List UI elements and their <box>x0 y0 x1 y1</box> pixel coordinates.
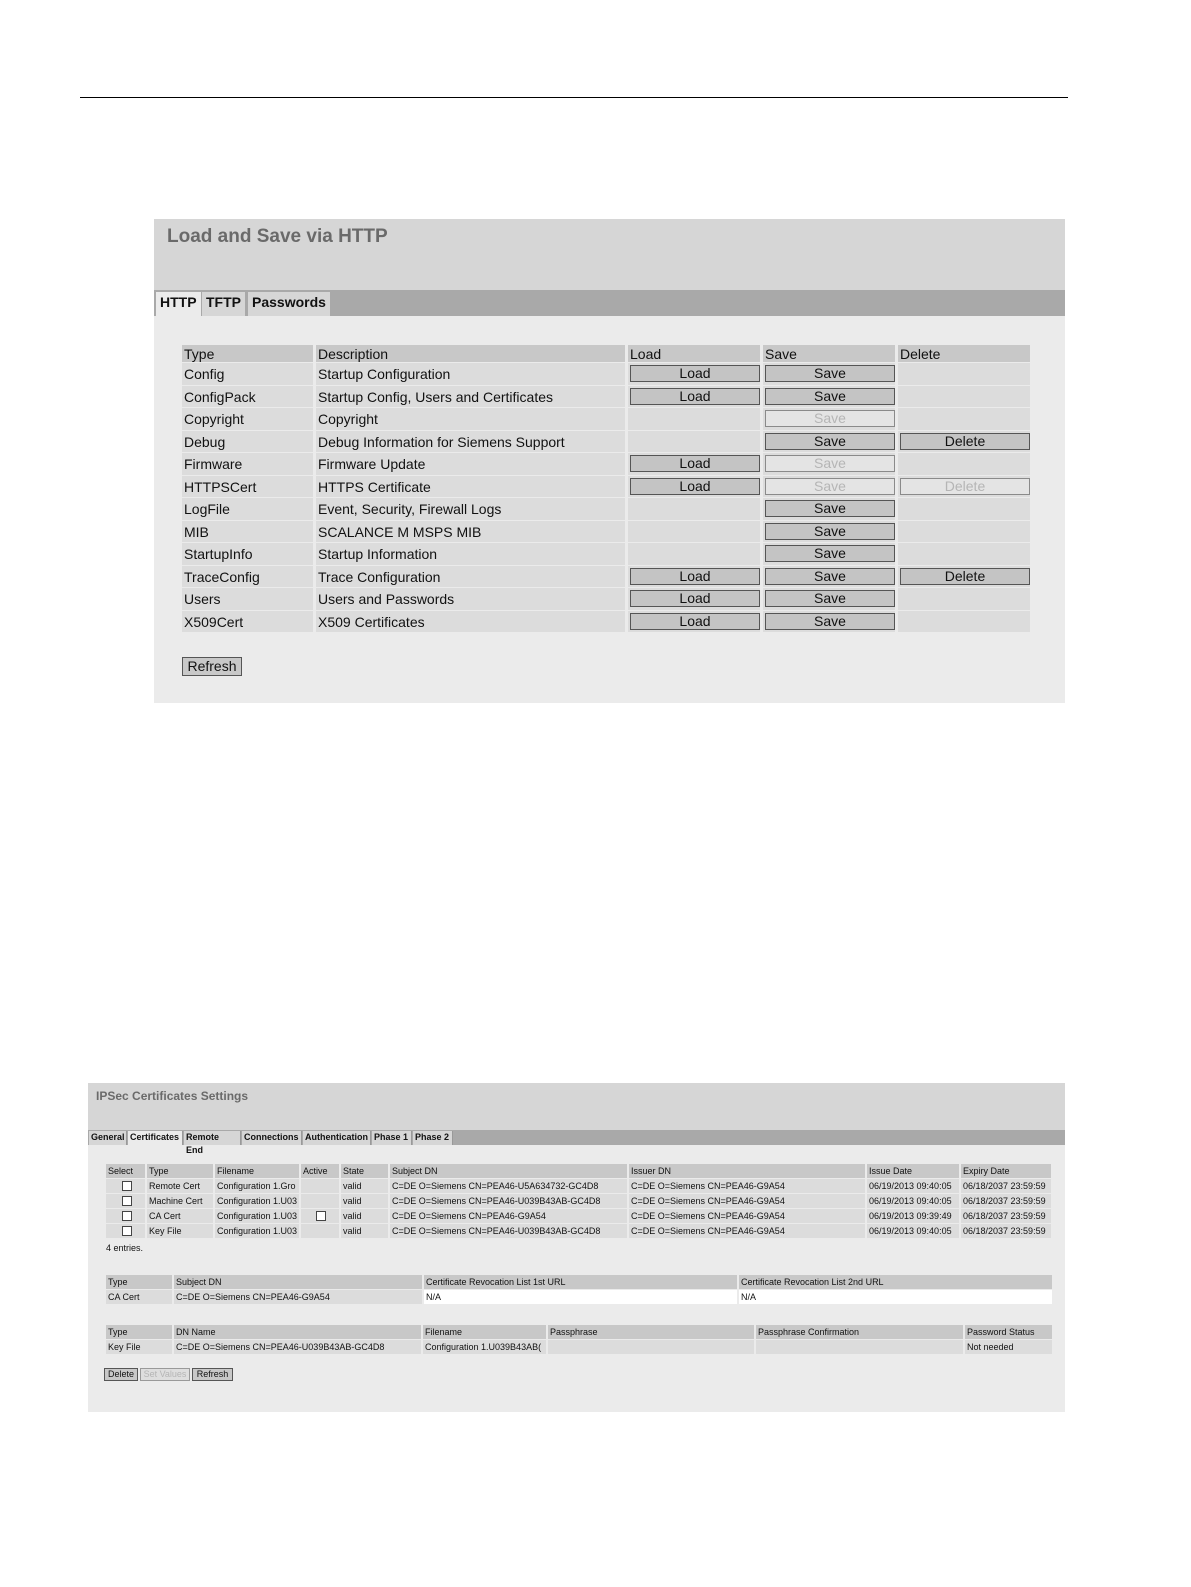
load-cell <box>628 431 763 454</box>
delete-button[interactable]: Delete <box>900 568 1030 585</box>
cell-active <box>300 1194 340 1209</box>
refresh-button[interactable]: Refresh <box>182 657 242 676</box>
save-button[interactable]: Save <box>765 500 895 517</box>
table-row <box>182 453 1033 476</box>
save-button[interactable]: Save <box>765 568 895 585</box>
col-type-header: Type <box>146 1164 214 1179</box>
tab-phase-1[interactable]: Phase 1 <box>372 1131 412 1145</box>
passphrase-confirmation-input[interactable] <box>755 1340 964 1355</box>
table-header-row <box>182 345 1033 363</box>
col-crl-2nd-url-header: Certificate Revocation List 2nd URL <box>738 1275 1053 1290</box>
tab-tftp[interactable]: TFTP <box>202 292 245 316</box>
select-cell <box>106 1224 146 1239</box>
cell-subject-dn: C=DE O=Siemens CN=PEA46-G9A54 <box>173 1290 423 1305</box>
cell-filename: Configuration 1.U03 <box>214 1194 300 1209</box>
cell-issue-date: 06/19/2013 09:39:49 <box>866 1209 960 1224</box>
delete-button[interactable]: Delete <box>900 478 1030 495</box>
description-cell: Firmware Update <box>316 453 628 476</box>
cell-state: valid <box>340 1194 389 1209</box>
delete-cell <box>898 611 1033 634</box>
cell-type: Key File <box>106 1340 173 1355</box>
cell-active <box>300 1179 340 1194</box>
save-cell <box>763 363 898 386</box>
table-row <box>106 1194 1052 1209</box>
col-issue-date-header: Issue Date <box>866 1164 960 1179</box>
load-cell <box>628 453 763 476</box>
delete-cell <box>898 363 1033 386</box>
type-cell: ConfigPack <box>182 386 316 409</box>
delete-cell <box>898 431 1033 454</box>
cell-filename: Configuration 1.U03 <box>214 1224 300 1239</box>
set-values-button[interactable]: Set Values <box>140 1368 190 1381</box>
table-row <box>182 498 1033 521</box>
col-subject-dn-header: Subject DN <box>173 1275 423 1290</box>
save-button[interactable]: Save <box>765 433 895 450</box>
cell-expiry-date: 06/18/2037 23:59:59 <box>960 1179 1052 1194</box>
save-cell <box>763 611 898 634</box>
page-header-rule <box>80 97 1068 98</box>
table-header-row <box>106 1164 1052 1179</box>
tab-certificates[interactable]: Certificates <box>128 1131 183 1145</box>
table-row <box>182 363 1033 386</box>
cell-issue-date: 06/19/2013 09:40:05 <box>866 1179 960 1194</box>
select-cell <box>106 1194 146 1209</box>
save-button[interactable]: Save <box>765 590 895 607</box>
cell-type: Remote Cert <box>146 1179 214 1194</box>
load-cell <box>628 386 763 409</box>
select-checkbox[interactable] <box>122 1196 132 1206</box>
table-row <box>182 476 1033 499</box>
cell-active <box>300 1224 340 1239</box>
page-title: Load and Save via HTTP <box>167 226 388 247</box>
cell-issue-date: 06/19/2013 09:40:05 <box>866 1224 960 1239</box>
save-button[interactable]: Save <box>765 523 895 540</box>
passphrase-input[interactable] <box>547 1340 755 1355</box>
load-button[interactable]: Load <box>630 455 760 472</box>
tab-authentication[interactable]: Authentication <box>303 1131 371 1145</box>
cell-subject-dn: C=DE O=Siemens CN=PEA46-G9A54 <box>389 1209 628 1224</box>
col-dn-name-header: DN Name <box>173 1325 422 1340</box>
load-button[interactable]: Load <box>630 365 760 382</box>
load-cell <box>628 521 763 544</box>
col-type-header: Type <box>106 1325 173 1340</box>
description-cell: Trace Configuration <box>316 566 628 589</box>
cell-type: CA Cert <box>146 1209 214 1224</box>
table-row <box>182 408 1033 431</box>
cell-type: Machine Cert <box>146 1194 214 1209</box>
table-header-row <box>106 1325 1053 1340</box>
load-cell <box>628 408 763 431</box>
description-cell: Users and Passwords <box>316 588 628 611</box>
table-row <box>106 1209 1052 1224</box>
tab-remote-end[interactable]: Remote End <box>184 1131 241 1145</box>
table-row <box>182 588 1033 611</box>
cell-active <box>300 1209 340 1224</box>
col-crl-1st-url-header: Certificate Revocation List 1st URL <box>423 1275 738 1290</box>
cell-issuer-dn: C=DE O=Siemens CN=PEA46-G9A54 <box>628 1209 866 1224</box>
tab-connections[interactable]: Connections <box>242 1131 302 1145</box>
save-button[interactable]: Save <box>765 613 895 630</box>
col-expiry-date-header: Expiry Date <box>960 1164 1052 1179</box>
cell-expiry-date: 06/18/2037 23:59:59 <box>960 1194 1052 1209</box>
save-cell <box>763 498 898 521</box>
save-cell <box>763 543 898 566</box>
save-cell <box>763 453 898 476</box>
table-row <box>182 543 1033 566</box>
save-button[interactable]: Save <box>765 410 895 427</box>
crl-table <box>106 1275 1054 1305</box>
cell-subject-dn: C=DE O=Siemens CN=PEA46-U039B43AB-GC4D8 <box>389 1194 628 1209</box>
load-button[interactable]: Load <box>630 568 760 585</box>
description-cell: Startup Config, Users and Certificates <box>316 386 628 409</box>
type-cell: Copyright <box>182 408 316 431</box>
col-load-header: Load <box>628 345 763 363</box>
cell-type: CA Cert <box>106 1290 173 1305</box>
col-subject-dn-header: Subject DN <box>389 1164 628 1179</box>
delete-cell <box>898 588 1033 611</box>
delete-cell <box>898 521 1033 544</box>
table-row <box>106 1290 1053 1305</box>
load-cell <box>628 588 763 611</box>
col-description-header: Description <box>316 345 628 363</box>
col-save-header: Save <box>763 345 898 363</box>
save-cell <box>763 566 898 589</box>
description-cell: Copyright <box>316 408 628 431</box>
cell-issuer-dn: C=DE O=Siemens CN=PEA46-G9A54 <box>628 1179 866 1194</box>
cell-filename: Configuration 1.U03 <box>214 1209 300 1224</box>
col-password-status-header: Password Status <box>964 1325 1053 1340</box>
load-button[interactable]: Load <box>630 590 760 607</box>
load-cell <box>628 543 763 566</box>
type-cell: TraceConfig <box>182 566 316 589</box>
select-checkbox[interactable] <box>122 1211 132 1221</box>
cell-dn-name: C=DE O=Siemens CN=PEA46-U039B43AB-GC4D8 <box>173 1340 422 1355</box>
save-button[interactable]: Save <box>765 388 895 405</box>
col-issuer-dn-header: Issuer DN <box>628 1164 866 1179</box>
key-file-table <box>106 1325 1054 1355</box>
cell-state: valid <box>340 1179 389 1194</box>
cell-expiry-date: 06/18/2037 23:59:59 <box>960 1224 1052 1239</box>
description-cell: Startup Information <box>316 543 628 566</box>
table-row <box>106 1224 1052 1239</box>
save-button[interactable]: Save <box>765 365 895 382</box>
load-cell <box>628 498 763 521</box>
save-cell <box>763 386 898 409</box>
save-cell <box>763 521 898 544</box>
load-button[interactable]: Load <box>630 613 760 630</box>
delete-cell <box>898 543 1033 566</box>
cell-state: valid <box>340 1224 389 1239</box>
table-row <box>106 1179 1052 1194</box>
type-cell: Users <box>182 588 316 611</box>
cell-password-status: Not needed <box>964 1340 1053 1355</box>
type-cell: StartupInfo <box>182 543 316 566</box>
table-row <box>182 566 1033 589</box>
panel-header <box>154 219 1065 290</box>
cell-issuer-dn: C=DE O=Siemens CN=PEA46-G9A54 <box>628 1194 866 1209</box>
type-cell: Firmware <box>182 453 316 476</box>
load-cell <box>628 363 763 386</box>
table-row <box>182 611 1033 634</box>
save-cell <box>763 408 898 431</box>
delete-cell <box>898 453 1033 476</box>
crl-2nd-url-input[interactable]: N/A <box>738 1290 1053 1305</box>
active-checkbox[interactable] <box>316 1211 326 1221</box>
entries-count: 4 entries. <box>106 1243 144 1253</box>
delete-button[interactable]: Delete <box>104 1368 138 1381</box>
cell-issuer-dn: C=DE O=Siemens CN=PEA46-G9A54 <box>628 1224 866 1239</box>
table-row <box>106 1340 1053 1355</box>
page-title: IPSec Certificates Settings <box>96 1089 249 1103</box>
load-cell <box>628 566 763 589</box>
type-cell: Config <box>182 363 316 386</box>
table-row <box>182 521 1033 544</box>
select-cell <box>106 1209 146 1224</box>
cell-type: Key File <box>146 1224 214 1239</box>
certificates-table <box>106 1164 1053 1239</box>
type-cell: MIB <box>182 521 316 544</box>
table-row <box>182 431 1033 454</box>
col-type-header: Type <box>106 1275 173 1290</box>
delete-cell <box>898 408 1033 431</box>
description-cell: X509 Certificates <box>316 611 628 634</box>
cell-subject-dn: C=DE O=Siemens CN=PEA46-U039B43AB-GC4D8 <box>389 1224 628 1239</box>
files-table <box>182 345 1033 633</box>
description-cell: SCALANCE M MSPS MIB <box>316 521 628 544</box>
description-cell: Event, Security, Firewall Logs <box>316 498 628 521</box>
delete-button[interactable]: Delete <box>900 433 1030 450</box>
load-cell <box>628 611 763 634</box>
cell-filename: Configuration 1.Gro <box>214 1179 300 1194</box>
col-type-header: Type <box>182 345 316 363</box>
cell-issue-date: 06/19/2013 09:40:05 <box>866 1194 960 1209</box>
tab-passwords[interactable]: Passwords <box>248 292 330 316</box>
load-button[interactable]: Load <box>630 388 760 405</box>
cell-expiry-date: 06/18/2037 23:59:59 <box>960 1209 1052 1224</box>
cell-state: valid <box>340 1209 389 1224</box>
save-cell <box>763 476 898 499</box>
save-cell <box>763 588 898 611</box>
ipsec-certificates-panel <box>88 1083 1065 1412</box>
type-cell: Debug <box>182 431 316 454</box>
load-button[interactable]: Load <box>630 478 760 495</box>
load-save-http-panel <box>154 219 1065 703</box>
tab-general[interactable]: General <box>89 1131 127 1145</box>
col-select-header: Select <box>106 1164 146 1179</box>
col-passphrase-confirmation-header: Passphrase Confirmation <box>755 1325 964 1340</box>
description-cell: Startup Configuration <box>316 363 628 386</box>
description-cell: Debug Information for Siemens Support <box>316 431 628 454</box>
save-button[interactable]: Save <box>765 478 895 495</box>
col-active-header: Active <box>300 1164 340 1179</box>
delete-cell <box>898 566 1033 589</box>
col-filename-header: Filename <box>422 1325 547 1340</box>
tab-http[interactable]: HTTP <box>156 292 201 318</box>
save-button[interactable]: Save <box>765 455 895 472</box>
panel-header <box>88 1083 1065 1130</box>
delete-cell <box>898 476 1033 499</box>
col-state-header: State <box>340 1164 389 1179</box>
col-delete-header: Delete <box>898 345 1033 363</box>
description-cell: HTTPS Certificate <box>316 476 628 499</box>
delete-cell <box>898 498 1033 521</box>
select-checkbox[interactable] <box>122 1181 132 1191</box>
type-cell: HTTPSCert <box>182 476 316 499</box>
table-header-row <box>106 1275 1053 1290</box>
table-row <box>182 386 1033 409</box>
type-cell: LogFile <box>182 498 316 521</box>
tab-phase-2[interactable]: Phase 2 <box>413 1131 453 1145</box>
col-passphrase-header: Passphrase <box>547 1325 755 1340</box>
refresh-button[interactable]: Refresh <box>192 1368 233 1381</box>
save-button[interactable]: Save <box>765 545 895 562</box>
delete-cell <box>898 386 1033 409</box>
cell-subject-dn: C=DE O=Siemens CN=PEA46-U5A634732-GC4D8 <box>389 1179 628 1194</box>
cell-filename: Configuration 1.U039B43AB( <box>422 1340 547 1355</box>
select-checkbox[interactable] <box>122 1226 132 1236</box>
type-cell: X509Cert <box>182 611 316 634</box>
crl-1st-url-input[interactable]: N/A <box>423 1290 738 1305</box>
col-filename-header: Filename <box>214 1164 300 1179</box>
select-cell <box>106 1179 146 1194</box>
save-cell <box>763 431 898 454</box>
load-cell <box>628 476 763 499</box>
